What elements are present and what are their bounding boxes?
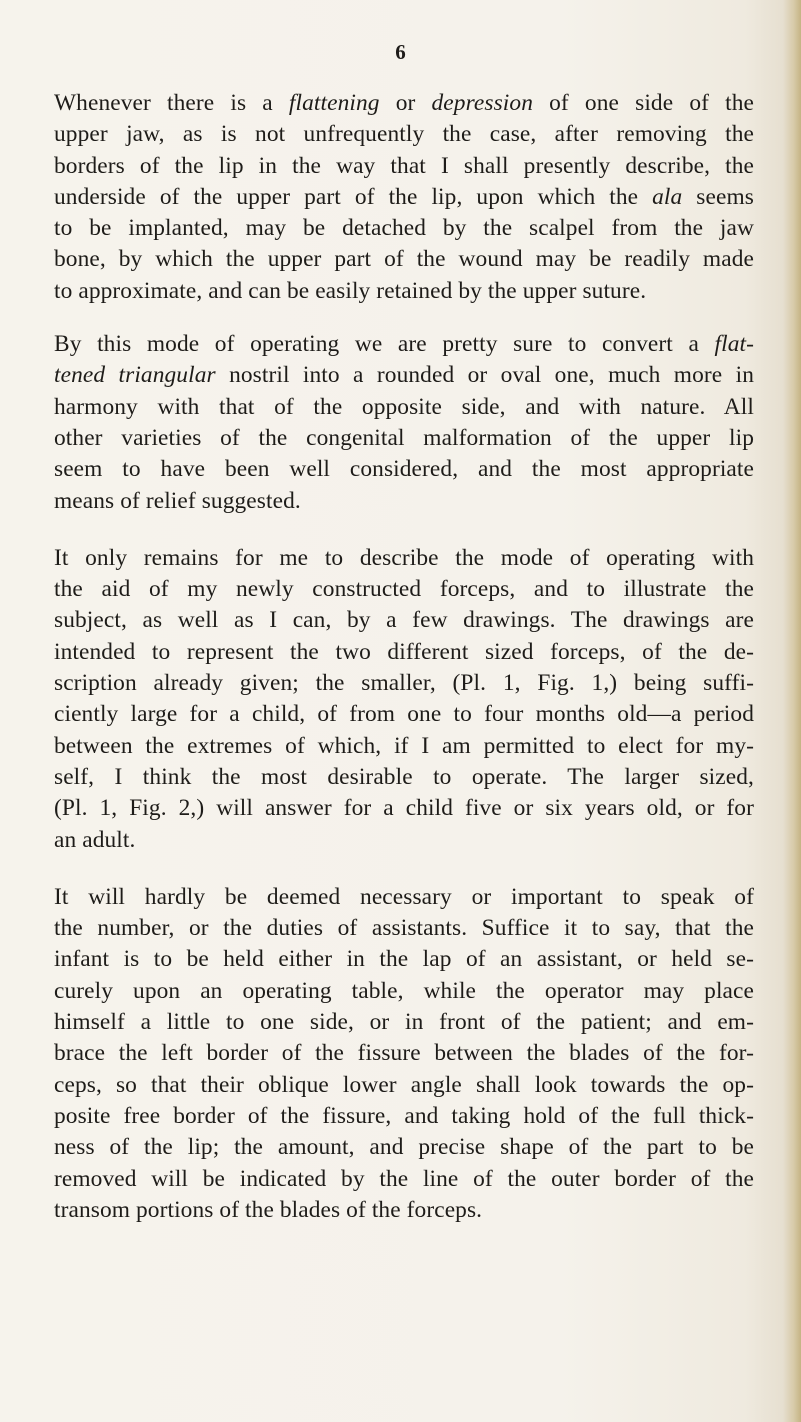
italic-term: tened triangular [54,362,216,389]
text-line: borders of the lip in the way that I shall presently describe, the [54,152,754,179]
text-line: self, I think the most desirable to operate. The larger sized, [54,763,754,790]
text-line: seem to have been well considered, and the most appropriate [54,456,754,483]
text-line: It will hardly be deemed necessary or important to speak of [54,883,754,910]
text-line: transom portions of the blades of the forceps. [54,1196,483,1223]
text-line: bone, by which the upper part of the wound may be readily made [54,246,754,273]
text-line: ceps, so that their oblique lower angle shall look towards the op- [54,1071,754,1098]
text-line: to approximate, and can be easily retained by the upper suture. [54,277,647,304]
text-line: an adult. [54,826,136,853]
text-line: to be implanted, may be detached by the scalpel from the jaw [54,215,754,242]
text-line: infant is to be held either in the lap of an assistant, or held se- [54,946,754,973]
text-line: (Pl. 1, Fig. 2,) will answer for a child five or six years old, or for [54,795,754,822]
text-line: subject, as well as I can, by a few drawings. The drawings are [54,607,754,634]
body-text [54,88,754,1252]
text-line: By this mode of operating we are pretty sure to convert a flat- [54,331,754,358]
italic-term: flattening [288,90,380,116]
text-line: tened triangular nostril into a rounded or oval one, much more in [54,362,755,389]
text-line: posite free border of the fissure, and taking hold of the full thick- [54,1102,754,1129]
paragraph [54,88,754,307]
text-line: ness of the lip; the amount, and precise shape of the part to be [54,1134,754,1161]
text-line: brace the left border of the fissure between the blades of the for- [54,1040,754,1067]
text-line: curely upon an operating table, while the operator may place [54,977,754,1004]
text-line: the number, or the duties of assistants. Suffice it to say, that the [54,915,754,942]
page-number: 6 [395,40,406,64]
text-line: underside of the upper part of the lip, upon which the ala seems [54,183,754,210]
italic-term: ala [652,183,683,210]
text-line: intended to represent the two different sized forceps, of the de- [54,638,754,665]
text-line: Whenever there is a flattening or depression of one side of the [54,90,754,116]
text-line: other varieties of the congenital malformation of the upper lip [54,424,754,451]
text-line: scription already given; the smaller, (Pl. 1, Fig. 1,) being suffi- [54,670,754,697]
paragraph [54,543,754,856]
italic-term: flat- [714,331,754,358]
text-line: harmony with that of the opposite side, and with nature. All [54,393,754,420]
text-line: between the extremes of which, if I am permitted to elect for my- [54,732,754,759]
paragraph [54,882,754,1226]
text-line: It only remains for me to describe the mode of operating with [54,544,754,571]
text-line: upper jaw, as is not unfrequently the case, after removing the [54,121,754,148]
text-line: himself a little to one side, or in front of the patient; and em- [54,1009,754,1036]
italic-term: depression [431,90,533,116]
page-edge-shadow [783,0,801,1422]
text-line: ciently large for a child, of from one to four months old—a period [54,701,754,728]
text-line: the aid of my newly constructed forceps, and to illustrate the [54,576,754,603]
text-line: removed will be indicated by the line of the outer border of the [54,1165,754,1192]
paragraph [54,329,754,517]
text-line: means of relief suggested. [54,487,301,514]
